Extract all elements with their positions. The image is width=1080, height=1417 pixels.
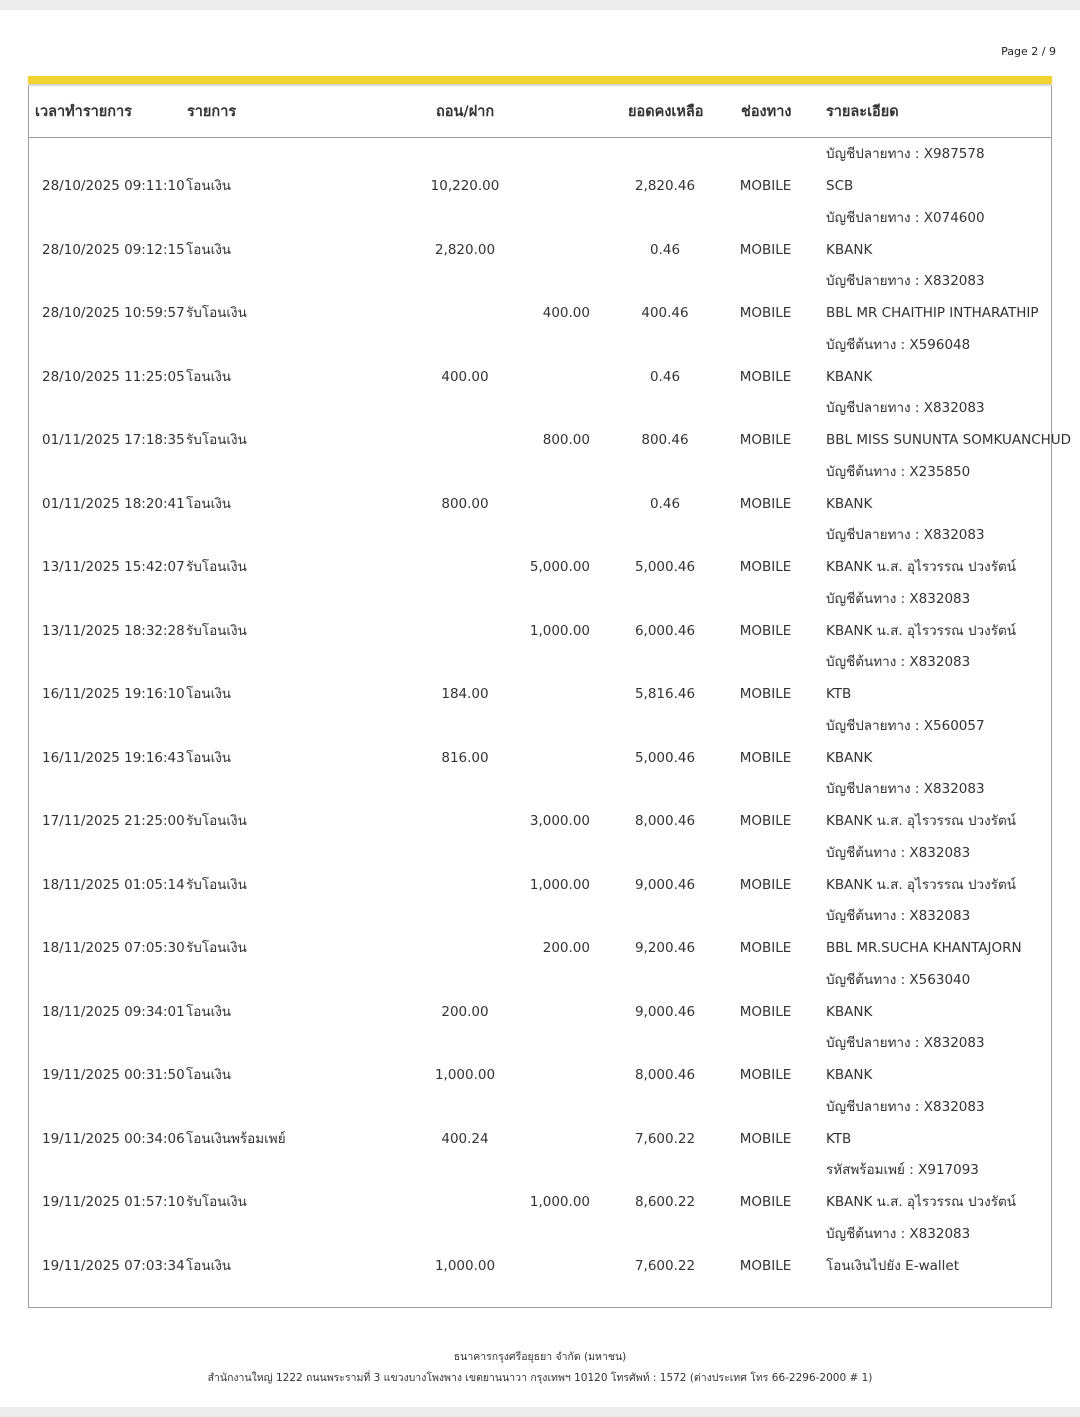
- row-sub-detail: บัญชีปลายทาง : X560057: [826, 717, 985, 734]
- row-time: 28/10/2025 09:12:15: [42, 241, 185, 258]
- row-type: รับโอนเงิน: [186, 622, 247, 639]
- leading-detail: บัญชีปลายทาง : X987578: [826, 146, 985, 162]
- row-type: โอนเงิน: [186, 1003, 232, 1020]
- row-withdraw: 1,000.00: [434, 1067, 496, 1083]
- row-channel: MOBILE: [739, 1003, 792, 1020]
- row-time: 18/11/2025 01:05:14: [42, 876, 185, 893]
- row-detail: BBL MR CHAITHIP INTHARATHIP: [826, 305, 1039, 321]
- row-channel: MOBILE: [739, 559, 792, 575]
- row-balance: 800.46: [641, 432, 689, 448]
- row-deposit: 1,000.00: [529, 1194, 590, 1210]
- row-balance: 0.46: [649, 368, 681, 385]
- row-detail: BBL MR.SUCHA KHANTAJORN: [826, 940, 1022, 956]
- row-deposit: 1,000.00: [529, 622, 590, 639]
- row-time: 18/11/2025 07:05:30: [42, 940, 185, 956]
- row-channel: MOBILE: [739, 876, 792, 893]
- row-balance: 7,600.22: [634, 1130, 696, 1147]
- row-channel: MOBILE: [739, 495, 792, 512]
- bottom-gray-band: [0, 1407, 1080, 1417]
- row-withdraw: 400.24: [441, 1130, 489, 1147]
- top-gray-band: [0, 0, 1080, 10]
- row-deposit: 200.00: [542, 940, 590, 956]
- row-detail: KBANK: [826, 1067, 873, 1083]
- row-type: โอนเงิน: [186, 686, 232, 702]
- row-time: 13/11/2025 18:32:28: [42, 622, 185, 639]
- row-type: โอนเงิน: [186, 1067, 232, 1083]
- row-time: 19/11/2025 00:34:06: [42, 1130, 185, 1147]
- page-number: Page 2 / 9: [1001, 45, 1056, 58]
- header-type: รายการ: [187, 104, 237, 120]
- row-type: โอนเงิน: [186, 1257, 232, 1274]
- row-detail: KTB: [826, 686, 852, 702]
- row-sub-detail: บัญชีต้นทาง : X563040: [826, 971, 971, 988]
- row-type: รับโอนเงิน: [186, 813, 247, 829]
- row-type: รับโอนเงิน: [186, 1194, 247, 1210]
- row-detail: KBANK น.ส. อุไรวรรณ ปวงรัตน์: [826, 1194, 1016, 1210]
- row-time: 28/10/2025 09:11:10: [42, 178, 185, 194]
- row-channel: MOBILE: [739, 1257, 792, 1274]
- row-sub-detail: บัญชีต้นทาง : X832083: [826, 654, 971, 670]
- row-channel: MOBILE: [739, 686, 792, 702]
- table-accent-bar: [28, 76, 1052, 84]
- row-time: 16/11/2025 19:16:10: [42, 686, 185, 702]
- row-type: โอนเงิน: [186, 368, 232, 385]
- row-detail: KBANK น.ส. อุไรวรรณ ปวงรัตน์: [826, 622, 1016, 639]
- row-type: โอนเงิน: [186, 241, 232, 258]
- row-channel: MOBILE: [739, 368, 792, 385]
- row-sub-detail: บัญชีปลายทาง : X832083: [826, 1098, 985, 1115]
- table-accent-shadow: [28, 84, 1052, 86]
- row-balance: 0.46: [649, 241, 681, 258]
- row-detail: โอนเงินไปยัง E-wallet: [826, 1257, 959, 1274]
- row-type: โอนเงิน: [186, 749, 232, 766]
- row-sub-detail: บัญชีต้นทาง : X832083: [826, 844, 971, 861]
- footer-bank-name: ธนาคารกรุงศรีอยุธยา จำกัด (มหาชน): [453, 1351, 627, 1363]
- row-sub-detail: บัญชีปลายทาง : X832083: [826, 273, 985, 289]
- row-balance: 6,000.46: [634, 622, 696, 639]
- row-time: 19/11/2025 00:31:50: [42, 1067, 185, 1083]
- row-sub-detail: บัญชีต้นทาง : X596048: [826, 336, 971, 353]
- row-time: 16/11/2025 19:16:43: [42, 749, 185, 766]
- row-sub-detail: บัญชีปลายทาง : X832083: [826, 527, 985, 543]
- row-type: รับโอนเงิน: [186, 305, 247, 321]
- row-deposit: 800.00: [542, 432, 590, 448]
- row-deposit: 1,000.00: [529, 876, 590, 893]
- row-withdraw: 400.00: [441, 368, 489, 385]
- row-time: 01/11/2025 17:18:35: [42, 432, 185, 448]
- row-sub-detail: บัญชีปลายทาง : X832083: [826, 400, 985, 416]
- header-divider: [28, 137, 1052, 138]
- row-balance: 8,000.46: [634, 813, 696, 829]
- row-channel: MOBILE: [739, 813, 792, 829]
- row-channel: MOBILE: [739, 1194, 792, 1210]
- row-detail: KBANK: [826, 368, 873, 385]
- row-balance: 5,816.46: [634, 686, 696, 702]
- row-withdraw: 200.00: [441, 1003, 489, 1020]
- row-balance: 9,000.46: [634, 876, 696, 893]
- row-time: 28/10/2025 11:25:05: [42, 368, 185, 385]
- row-channel: MOBILE: [739, 1067, 792, 1083]
- row-time: 01/11/2025 18:20:41: [42, 495, 185, 512]
- row-balance: 9,000.46: [634, 1003, 696, 1020]
- row-detail: KBANK: [826, 1003, 873, 1020]
- row-channel: MOBILE: [739, 622, 792, 639]
- row-detail: KBANK: [826, 495, 873, 512]
- row-withdraw: 184.00: [441, 686, 489, 702]
- footer-address: สำนักงานใหญ่ 1222 ถนนพระรามที่ 3 แขวงบางโพงพาง เขตยานนาวา กรุงเทพฯ 10120 โทรศัพท์ : 1572 (ต่างประเทศ โทร 66-2296-2000 # 1): [207, 1372, 873, 1384]
- row-type: โอนเงิน: [186, 178, 232, 194]
- row-balance: 8,000.46: [634, 1067, 696, 1083]
- row-balance: 8,600.22: [634, 1194, 696, 1210]
- header-channel: ช่องทาง: [741, 104, 792, 120]
- row-detail: KBANK น.ส. อุไรวรรณ ปวงรัตน์: [826, 559, 1016, 575]
- row-balance: 5,000.46: [634, 559, 696, 575]
- row-detail: KTB: [826, 1130, 852, 1147]
- row-detail: KBANK น.ส. อุไรวรรณ ปวงรัตน์: [826, 876, 1016, 893]
- row-channel: MOBILE: [739, 1130, 792, 1147]
- row-time: 28/10/2025 10:59:57: [42, 305, 185, 321]
- row-balance: 5,000.46: [634, 749, 696, 766]
- row-sub-detail: บัญชีปลายทาง : X832083: [826, 781, 985, 797]
- row-balance: 0.46: [649, 495, 681, 512]
- row-balance: 9,200.46: [634, 940, 696, 956]
- row-withdraw: 816.00: [441, 749, 489, 766]
- row-sub-detail: บัญชีต้นทาง : X832083: [826, 908, 971, 924]
- header-amount: ถอน/ฝาก: [436, 104, 495, 120]
- header-detail: รายละเอียด: [826, 104, 899, 120]
- row-sub-detail: บัญชีต้นทาง : X832083: [826, 590, 971, 607]
- row-time: 17/11/2025 21:25:00: [42, 813, 185, 829]
- row-channel: MOBILE: [739, 432, 792, 448]
- row-sub-detail: บัญชีปลายทาง : X832083: [826, 1035, 985, 1051]
- row-sub-detail: รหัสพร้อมเพย์ : X917093: [826, 1162, 979, 1178]
- row-deposit: 3,000.00: [529, 813, 590, 829]
- row-withdraw: 2,820.00: [434, 241, 496, 258]
- row-type: รับโอนเงิน: [186, 876, 247, 893]
- row-detail: KBANK: [826, 749, 873, 766]
- row-time: 18/11/2025 09:34:01: [42, 1003, 185, 1020]
- row-withdraw: 1,000.00: [434, 1257, 496, 1274]
- row-deposit: 400.00: [542, 305, 590, 321]
- row-channel: MOBILE: [739, 940, 792, 956]
- row-deposit: 5,000.00: [529, 559, 590, 575]
- row-channel: MOBILE: [739, 178, 792, 194]
- row-time: 19/11/2025 01:57:10: [42, 1194, 185, 1210]
- row-time: 13/11/2025 15:42:07: [42, 559, 185, 575]
- row-withdraw: 800.00: [441, 495, 489, 512]
- row-type: รับโอนเงิน: [186, 559, 247, 575]
- header-balance: ยอดคงเหลือ: [628, 104, 704, 120]
- row-detail: BBL MISS SUNUNTA SOMKUANCHUD: [826, 432, 1072, 448]
- row-detail: SCB: [826, 178, 854, 194]
- row-withdraw: 10,220.00: [430, 178, 500, 194]
- header-time: เวลาทำรายการ: [35, 104, 132, 120]
- row-type: โอนเงินพร้อมเพย์: [186, 1130, 286, 1147]
- row-sub-detail: บัญชีปลายทาง : X074600: [826, 209, 985, 226]
- row-detail: KBANK น.ส. อุไรวรรณ ปวงรัตน์: [826, 813, 1016, 829]
- row-channel: MOBILE: [739, 305, 792, 321]
- row-detail: KBANK: [826, 241, 873, 258]
- row-time: 19/11/2025 07:03:34: [42, 1257, 185, 1274]
- row-sub-detail: บัญชีต้นทาง : X832083: [826, 1225, 971, 1242]
- row-channel: MOBILE: [739, 241, 792, 258]
- row-type: รับโอนเงิน: [186, 432, 247, 448]
- row-channel: MOBILE: [739, 749, 792, 766]
- row-balance: 7,600.22: [634, 1257, 696, 1274]
- row-type: โอนเงิน: [186, 495, 232, 512]
- row-balance: 400.46: [641, 305, 689, 321]
- row-type: รับโอนเงิน: [186, 940, 247, 956]
- row-sub-detail: บัญชีต้นทาง : X235850: [826, 463, 971, 480]
- row-balance: 2,820.46: [634, 178, 696, 194]
